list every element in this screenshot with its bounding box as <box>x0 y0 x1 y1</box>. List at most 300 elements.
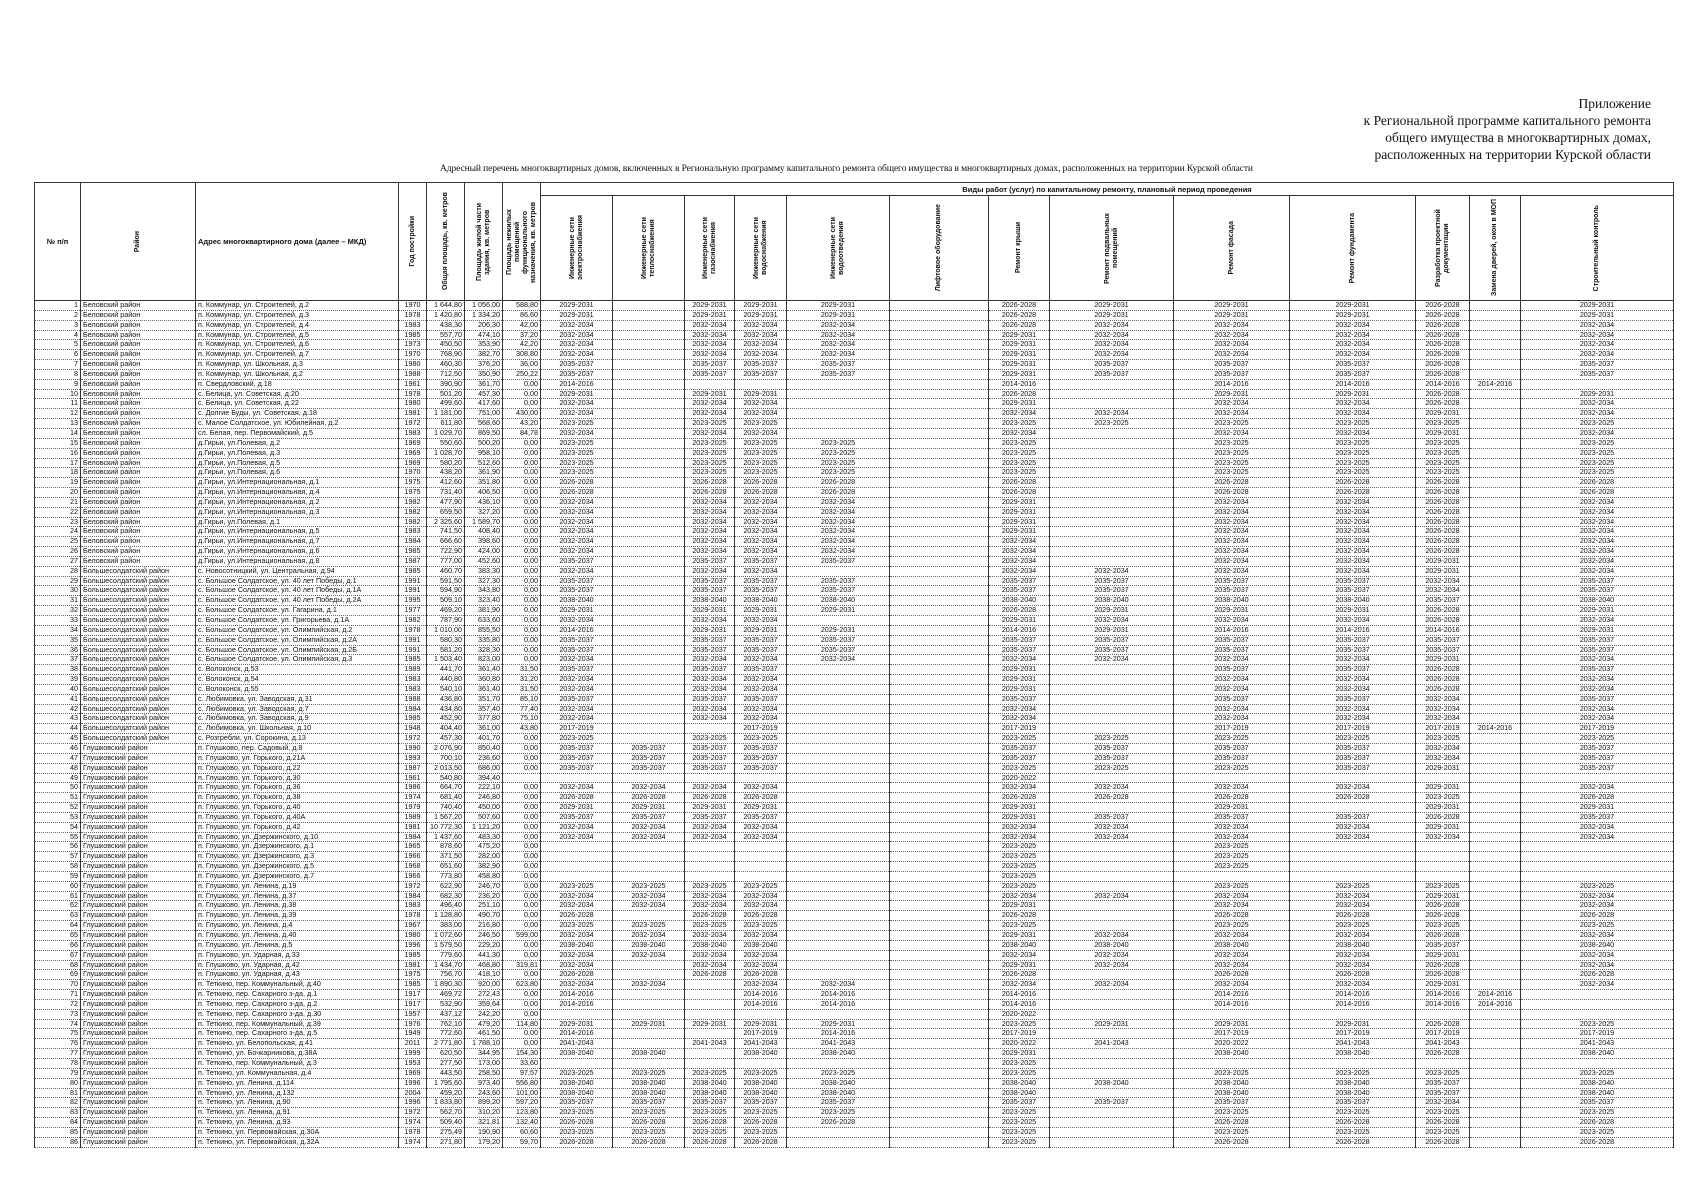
row-work-period <box>613 369 685 379</box>
row-work-period: 2032-2034 <box>1521 409 1674 419</box>
row-work-period: 2026-2028 <box>1416 310 1470 320</box>
row-area-nonres: 154,30 <box>503 1049 541 1059</box>
row-district: Беловский район <box>81 488 196 498</box>
row-work-period <box>1470 458 1521 468</box>
row-number: 49 <box>35 773 81 783</box>
row-work-period <box>735 1009 787 1019</box>
row-work-period: 2035-2037 <box>1174 635 1290 645</box>
row-work-period <box>1470 606 1521 616</box>
row-address: п. Глушково, ул. Дзержинского, д.1 <box>196 842 399 852</box>
row-work-period: 2032-2034 <box>685 714 735 724</box>
row-area-total: 651,60 <box>427 862 465 872</box>
row-work-period: 2032-2034 <box>735 517 787 527</box>
row-work-period <box>890 419 989 429</box>
row-work-period <box>613 773 685 783</box>
row-area-total: 562,70 <box>427 1108 465 1118</box>
row-work-period: 2014-2016 <box>1290 990 1416 1000</box>
row-district: Беловский район <box>81 507 196 517</box>
row-address: с. Большое Солдатское, ул. Олимпийская, д.2 <box>196 625 399 635</box>
row-work-period: 2029-2031 <box>989 399 1050 409</box>
row-address: п. Глушково, ул. Ленина, д.5 <box>196 940 399 950</box>
row-work-period: 2026-2028 <box>1416 1137 1470 1147</box>
row-work-period: 2032-2034 <box>1174 507 1290 517</box>
row-work-period: 2032-2034 <box>685 675 735 685</box>
row-work-period <box>787 616 890 626</box>
row-work-period <box>613 684 685 694</box>
row-work-period: 2020-2022 <box>989 773 1050 783</box>
row-work-period: 2032-2034 <box>1290 931 1416 941</box>
row-work-period: 2035-2037 <box>1290 586 1416 596</box>
table-row <box>35 881 1674 891</box>
row-year: 1983 <box>399 675 427 685</box>
row-area-nonres: 0,00 <box>503 556 541 566</box>
table-row <box>35 980 1674 990</box>
row-area-total: 664,70 <box>427 783 465 793</box>
row-work-period: 2032-2034 <box>1174 832 1290 842</box>
row-work-period: 2023-2025 <box>1290 734 1416 744</box>
row-work-period: 2035-2037 <box>1050 1098 1174 1108</box>
row-work-period: 2032-2034 <box>1521 507 1674 517</box>
row-number: 75 <box>35 1029 81 1039</box>
row-work-period: 2032-2034 <box>787 537 890 547</box>
row-work-period: 2023-2025 <box>989 1137 1050 1147</box>
row-number: 72 <box>35 999 81 1009</box>
row-work-period <box>685 1049 735 1059</box>
row-year: 1979 <box>399 803 427 813</box>
row-area-living: 500,20 <box>465 438 503 448</box>
row-work-period <box>890 734 989 744</box>
row-work-period: 2026-2028 <box>989 911 1050 921</box>
row-work-period <box>787 714 890 724</box>
row-work-period <box>541 852 613 862</box>
row-district: Беловский район <box>81 428 196 438</box>
row-work-period: 2029-2031 <box>685 301 735 311</box>
row-work-period: 2032-2034 <box>1174 980 1290 990</box>
row-address: п. Глушково, ул. Дзержинского, д.7 <box>196 871 399 881</box>
row-area-living: 357,40 <box>465 704 503 714</box>
row-work-period <box>1470 301 1521 311</box>
row-work-period: 2035-2037 <box>1174 743 1290 753</box>
row-work-period <box>1470 940 1521 950</box>
row-work-period: 2029-2031 <box>1521 310 1674 320</box>
row-district: Беловский район <box>81 527 196 537</box>
table-row <box>35 379 1674 389</box>
row-work-period <box>1050 1068 1174 1078</box>
row-address: п. Глушково, ул. Ленина, д.38 <box>196 901 399 911</box>
row-work-period <box>890 409 989 419</box>
row-work-period: 2014-2016 <box>1290 625 1416 635</box>
row-work-period: 2029-2031 <box>1416 783 1470 793</box>
row-address: п. Теткино, ул. Ленина, д.93 <box>196 1118 399 1128</box>
row-work-period: 2032-2034 <box>1050 960 1174 970</box>
row-address: д.Гирьи, ул.Интернациональная, д.2 <box>196 497 399 507</box>
row-number: 9 <box>35 379 81 389</box>
row-work-period <box>1470 1049 1521 1059</box>
row-work-period: 2038-2040 <box>613 1088 685 1098</box>
row-work-period: 2023-2025 <box>613 1068 685 1078</box>
row-work-period: 2026-2028 <box>685 1118 735 1128</box>
row-work-period <box>1470 714 1521 724</box>
row-work-period: 2026-2028 <box>541 970 613 980</box>
row-work-period <box>890 999 989 1009</box>
row-work-period <box>890 1118 989 1128</box>
row-area-total: 438,30 <box>427 320 465 330</box>
row-work-period: 2038-2040 <box>989 596 1050 606</box>
row-year: 1985 <box>399 950 427 960</box>
row-number: 57 <box>35 852 81 862</box>
row-work-period: 2035-2037 <box>1050 743 1174 753</box>
table-row <box>35 990 1674 1000</box>
row-work-period <box>890 773 989 783</box>
row-work-period: 2035-2037 <box>1174 1098 1290 1108</box>
row-year: 1980 <box>399 360 427 370</box>
row-work-period: 2029-2031 <box>787 310 890 320</box>
row-work-period: 2026-2028 <box>613 1137 685 1147</box>
row-work-period <box>890 340 989 350</box>
row-work-period <box>787 891 890 901</box>
row-work-period: 2023-2025 <box>989 1108 1050 1118</box>
row-district: Глушковский район <box>81 960 196 970</box>
row-work-period: 2014-2016 <box>1470 724 1521 734</box>
row-work-period: 2029-2031 <box>1416 950 1470 960</box>
row-work-period: 2041-2043 <box>1290 1039 1416 1049</box>
table-row <box>35 419 1674 429</box>
row-number: 39 <box>35 675 81 685</box>
row-work-period: 2032-2034 <box>1050 822 1174 832</box>
row-work-period <box>1470 793 1521 803</box>
row-address: п. Коммунар, ул. Строителей, д.4 <box>196 320 399 330</box>
row-work-period: 2026-2028 <box>613 793 685 803</box>
row-area-living: 468,80 <box>465 960 503 970</box>
row-work-period: 2023-2025 <box>735 458 787 468</box>
header-area-living: Площадь жилой части здания, кв. метров <box>465 183 503 301</box>
table-row <box>35 950 1674 960</box>
row-work-period: 2035-2037 <box>1290 1098 1416 1108</box>
row-work-period: 2032-2034 <box>541 822 613 832</box>
row-address: п. Теткино, ул. Бочкарникова, д.38А <box>196 1049 399 1059</box>
row-work-period: 2029-2031 <box>1416 655 1470 665</box>
row-work-period <box>787 803 890 813</box>
header-work-roof: Ремонт крыши <box>989 196 1050 301</box>
row-work-period: 2035-2037 <box>735 369 787 379</box>
row-work-period <box>613 990 685 1000</box>
row-work-period: 2035-2037 <box>1174 753 1290 763</box>
row-work-period <box>541 842 613 852</box>
table-row <box>35 832 1674 842</box>
header-area-total: Общая площадь, кв. метров <box>427 183 465 301</box>
row-work-period <box>1470 1029 1521 1039</box>
row-work-period: 2032-2034 <box>1174 556 1290 566</box>
row-number: 40 <box>35 684 81 694</box>
row-work-period: 2029-2031 <box>989 684 1050 694</box>
row-work-period <box>1050 1108 1174 1118</box>
row-work-period <box>613 547 685 557</box>
row-work-period: 2038-2040 <box>685 940 735 950</box>
row-work-period <box>787 1009 890 1019</box>
row-work-period: 2029-2031 <box>989 360 1050 370</box>
row-work-period: 2029-2031 <box>685 1019 735 1029</box>
table-row <box>35 655 1674 665</box>
row-area-total: 557,70 <box>427 330 465 340</box>
row-work-period <box>1470 812 1521 822</box>
table-row <box>35 871 1674 881</box>
row-work-period: 2023-2025 <box>735 1108 787 1118</box>
row-district: Глушковский район <box>81 1068 196 1078</box>
row-address: п. Теткино, пер. Сахарного з-да, д.1 <box>196 990 399 1000</box>
row-year: 1984 <box>399 891 427 901</box>
row-year: 1993 <box>399 753 427 763</box>
row-address: д.Гирьи, ул.Полевая, д.5 <box>196 458 399 468</box>
row-work-period: 2026-2028 <box>1521 911 1674 921</box>
row-district: Глушковский район <box>81 970 196 980</box>
row-number: 51 <box>35 793 81 803</box>
row-work-period <box>890 655 989 665</box>
row-work-period: 2023-2025 <box>735 448 787 458</box>
row-work-period <box>1470 734 1521 744</box>
row-work-period <box>890 950 989 960</box>
row-area-total: 777,00 <box>427 556 465 566</box>
row-work-period <box>1416 1009 1470 1019</box>
row-work-period: 2026-2028 <box>1416 616 1470 626</box>
row-area-total: 501,20 <box>427 389 465 399</box>
row-work-period: 2032-2034 <box>989 950 1050 960</box>
row-work-period <box>1470 635 1521 645</box>
row-work-period <box>1050 428 1174 438</box>
table-row <box>35 1098 1674 1108</box>
row-work-period: 2032-2034 <box>685 409 735 419</box>
row-work-period <box>1416 852 1470 862</box>
row-work-period <box>613 478 685 488</box>
row-year: 1978 <box>399 310 427 320</box>
row-year: 1987 <box>399 556 427 566</box>
row-work-period <box>1470 369 1521 379</box>
row-work-period: 2035-2037 <box>1416 596 1470 606</box>
row-work-period <box>1470 665 1521 675</box>
row-area-living: 327,30 <box>465 576 503 586</box>
row-work-period <box>787 773 890 783</box>
table-row <box>35 478 1674 488</box>
row-work-period: 2032-2034 <box>787 517 890 527</box>
appendix-line-2: к Региональной программе капитального ремонта <box>1363 113 1651 128</box>
row-work-period: 2035-2037 <box>1050 812 1174 822</box>
row-work-period: 2029-2031 <box>1521 389 1674 399</box>
row-work-period: 2029-2031 <box>735 301 787 311</box>
row-work-period <box>890 1049 989 1059</box>
row-work-period: 2026-2028 <box>1416 675 1470 685</box>
row-work-period <box>1470 537 1521 547</box>
row-work-period: 2023-2025 <box>685 734 735 744</box>
row-work-period: 2032-2034 <box>541 547 613 557</box>
row-work-period: 2026-2028 <box>1416 1019 1470 1029</box>
row-area-nonres: 0,00 <box>503 616 541 626</box>
row-area-living: 190,90 <box>465 1127 503 1137</box>
row-work-period: 2023-2025 <box>541 419 613 429</box>
row-work-period: 2023-2025 <box>685 458 735 468</box>
row-number: 85 <box>35 1127 81 1137</box>
row-area-total: 731,40 <box>427 488 465 498</box>
row-address: п. Глушково, ул. Ленина, д.4 <box>196 921 399 931</box>
row-work-period: 2032-2034 <box>541 950 613 960</box>
table-row <box>35 527 1674 537</box>
row-work-period: 2029-2031 <box>1174 606 1290 616</box>
row-work-period: 2032-2034 <box>541 980 613 990</box>
row-work-period <box>890 852 989 862</box>
header-work-drainage: Инженерные сети водоотведения <box>787 196 890 301</box>
row-work-period: 2032-2034 <box>1521 832 1674 842</box>
row-work-period: 2023-2025 <box>541 881 613 891</box>
row-work-period <box>735 773 787 783</box>
row-work-period <box>613 724 685 734</box>
row-area-total: 741,50 <box>427 527 465 537</box>
row-work-period: 2023-2025 <box>989 468 1050 478</box>
row-year: 1984 <box>399 704 427 714</box>
row-work-period <box>890 842 989 852</box>
row-district: Глушковский район <box>81 1049 196 1059</box>
row-number: 48 <box>35 763 81 773</box>
row-work-period: 2035-2037 <box>1290 812 1416 822</box>
row-work-period <box>787 694 890 704</box>
row-work-period <box>613 438 685 448</box>
row-work-period: 2038-2040 <box>1290 596 1416 606</box>
row-number: 26 <box>35 547 81 557</box>
row-work-period: 2035-2037 <box>735 645 787 655</box>
table-row <box>35 694 1674 704</box>
row-year: 1980 <box>399 399 427 409</box>
row-work-period <box>890 527 989 537</box>
row-area-total: 1 644,80 <box>427 301 465 311</box>
row-district: Глушковский район <box>81 803 196 813</box>
row-work-period <box>1050 1118 1174 1128</box>
row-district: Большесолдатский район <box>81 694 196 704</box>
row-work-period: 2023-2025 <box>1174 419 1290 429</box>
row-area-total: 580,20 <box>427 458 465 468</box>
row-work-period: 2035-2037 <box>1521 665 1674 675</box>
row-work-period: 2023-2025 <box>989 734 1050 744</box>
row-work-period <box>685 379 735 389</box>
row-work-period: 2029-2031 <box>735 803 787 813</box>
row-number: 70 <box>35 980 81 990</box>
row-work-period: 2035-2037 <box>1174 694 1290 704</box>
row-address: п. Свердловский, д.18 <box>196 379 399 389</box>
row-work-period <box>890 468 989 478</box>
row-district: Глушковский район <box>81 822 196 832</box>
row-district: Глушковский район <box>81 1127 196 1137</box>
row-work-period <box>890 1009 989 1019</box>
row-address: д.Гирьи, ул.Интернациональная, д.6 <box>196 547 399 557</box>
row-area-nonres: 132,40 <box>503 1118 541 1128</box>
row-address: п. Теткино, ул. Первомайская, д.30А <box>196 1127 399 1137</box>
row-area-nonres: 0,00 <box>503 970 541 980</box>
row-year: 1969 <box>399 458 427 468</box>
table-row <box>35 320 1674 330</box>
row-work-period <box>890 970 989 980</box>
row-work-period <box>613 586 685 596</box>
row-work-period: 2035-2037 <box>787 1098 890 1108</box>
row-work-period <box>890 645 989 655</box>
row-work-period <box>613 1058 685 1068</box>
row-district: Беловский район <box>81 389 196 399</box>
row-work-period: 2032-2034 <box>735 566 787 576</box>
row-work-period: 2032-2034 <box>1290 350 1416 360</box>
row-work-period: 2026-2028 <box>989 793 1050 803</box>
row-area-nonres: 0,00 <box>503 497 541 507</box>
row-area-living: 406,50 <box>465 488 503 498</box>
row-year: 1917 <box>399 999 427 1009</box>
row-area-living: 474,10 <box>465 330 503 340</box>
row-work-period <box>1050 389 1174 399</box>
row-area-living: 335,80 <box>465 635 503 645</box>
row-area-total: 441,70 <box>427 665 465 675</box>
row-work-period <box>1416 871 1470 881</box>
row-work-period <box>735 871 787 881</box>
row-area-total: 383,00 <box>427 921 465 931</box>
row-year: 1983 <box>399 684 427 694</box>
row-address: п. Коммунар, ул. Школьная, д.2 <box>196 369 399 379</box>
row-work-period <box>613 419 685 429</box>
row-work-period: 2023-2025 <box>1416 468 1470 478</box>
row-work-period <box>1470 763 1521 773</box>
row-work-period: 2032-2034 <box>735 507 787 517</box>
header-work-basement: Ремонт подвальных помещений <box>1050 196 1174 301</box>
row-work-period <box>787 970 890 980</box>
row-number: 65 <box>35 931 81 941</box>
table-row <box>35 497 1674 507</box>
row-area-nonres: 597,20 <box>503 1098 541 1108</box>
row-work-period: 2023-2025 <box>1174 458 1290 468</box>
row-work-period: 2032-2034 <box>1290 714 1416 724</box>
row-work-period <box>1470 881 1521 891</box>
row-work-period: 2035-2037 <box>1290 694 1416 704</box>
row-work-period <box>1050 999 1174 1009</box>
row-number: 7 <box>35 360 81 370</box>
row-work-period: 2032-2034 <box>1416 586 1470 596</box>
row-work-period: 2035-2037 <box>989 694 1050 704</box>
row-work-period: 2032-2034 <box>1290 320 1416 330</box>
row-work-period: 2026-2028 <box>787 488 890 498</box>
row-work-period: 2029-2031 <box>989 350 1050 360</box>
row-work-period <box>1470 389 1521 399</box>
row-work-period: 2035-2037 <box>1416 1088 1470 1098</box>
row-work-period: 2032-2034 <box>735 891 787 901</box>
row-work-period: 2032-2034 <box>1290 556 1416 566</box>
address-table <box>34 182 1674 1148</box>
row-work-period: 2032-2034 <box>1174 428 1290 438</box>
row-work-period <box>541 1009 613 1019</box>
row-work-period: 2026-2028 <box>1416 497 1470 507</box>
row-work-period: 2023-2025 <box>1290 1108 1416 1118</box>
row-year: 1995 <box>399 596 427 606</box>
row-work-period: 2041-2043 <box>1050 1039 1174 1049</box>
row-area-living: 350,90 <box>465 369 503 379</box>
appendix-line-4: расположенных на территории Курской области <box>1374 147 1651 162</box>
row-district: Большесолдатский район <box>81 606 196 616</box>
row-work-period <box>1470 1088 1521 1098</box>
table-row <box>35 625 1674 635</box>
row-district: Глушковский район <box>81 753 196 763</box>
row-year: 1996 <box>399 940 427 950</box>
row-address: п. Теткино, ул. Ленина, д.90 <box>196 1098 399 1108</box>
row-district: Беловский район <box>81 399 196 409</box>
row-work-period: 2032-2034 <box>1290 527 1416 537</box>
row-work-period <box>890 507 989 517</box>
row-work-period <box>890 360 989 370</box>
row-work-period: 2032-2034 <box>1174 901 1290 911</box>
row-area-nonres: 0,00 <box>503 527 541 537</box>
row-work-period: 2026-2028 <box>1416 901 1470 911</box>
row-district: Глушковский район <box>81 1019 196 1029</box>
row-work-period: 2029-2031 <box>735 310 787 320</box>
row-area-living: 408,40 <box>465 527 503 537</box>
